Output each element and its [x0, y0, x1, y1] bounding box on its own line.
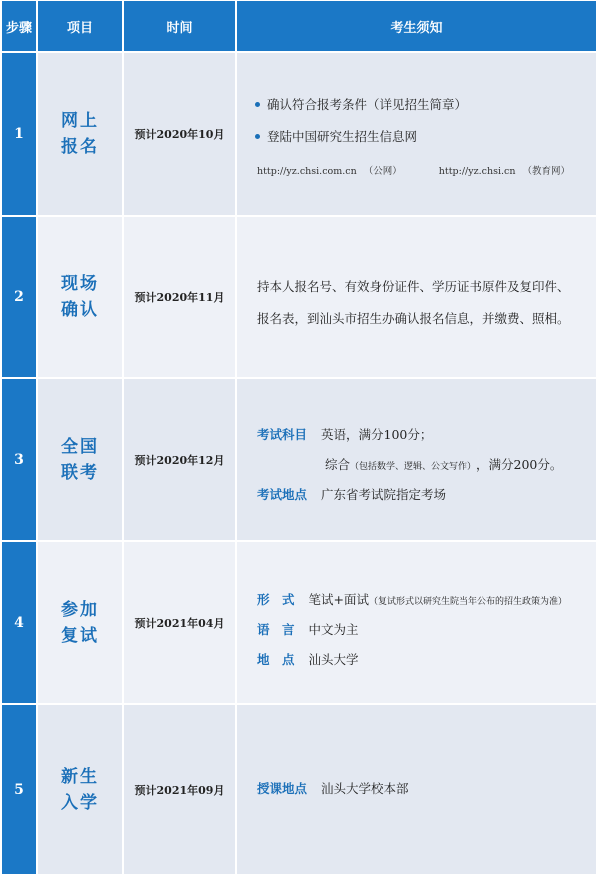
- project-line: 全国: [61, 436, 99, 457]
- project-line: 联考: [61, 462, 99, 483]
- class-location-key: 授课地点: [257, 781, 308, 796]
- header-step: 步骤: [2, 1, 38, 53]
- retest-form-line: [257, 590, 567, 608]
- url-link[interactable]: http://yz.chsi.com.cn: [257, 166, 357, 177]
- class-location-value: 汕头大学校本部: [321, 781, 409, 796]
- step-project: [38, 379, 124, 542]
- retest-loc-value: 汕头大学: [308, 652, 359, 667]
- step-time: 预计2021年09月: [124, 705, 237, 876]
- bullet-item: [255, 95, 467, 113]
- project-line: 网上: [61, 111, 99, 131]
- step-project: [38, 542, 124, 705]
- url-label: （公网）: [363, 166, 402, 177]
- step-time: 预计2020年11月: [124, 217, 237, 379]
- project-line: 报名: [61, 137, 99, 157]
- exam-place-value: 广东省考试院指定考场: [321, 487, 447, 502]
- step-number: 3: [2, 379, 38, 542]
- retest-lang-value: 中文为主: [308, 622, 359, 637]
- url-label: （教育网）: [522, 166, 570, 177]
- step-project: [38, 53, 124, 217]
- step-notes: [237, 542, 598, 705]
- bullet-text: 登陆中国研究生招生信息网: [267, 129, 418, 144]
- step-notes: [237, 53, 598, 217]
- step-notes: [237, 379, 598, 542]
- step-project: [38, 705, 124, 876]
- retest-lang-line: [257, 620, 359, 638]
- bullet-text: 确认符合报考条件（详见招生简章）: [267, 97, 468, 112]
- step-number: 4: [2, 542, 38, 705]
- step-project: [38, 217, 124, 379]
- exam-subject-line: [257, 425, 432, 443]
- step-time: 预计2020年10月: [124, 53, 237, 217]
- url-line: [257, 163, 574, 177]
- url-link[interactable]: http://yz.chsi.cn: [438, 166, 516, 177]
- exam-subject-value: 英语，满分100分；: [321, 427, 433, 442]
- step-time: 预计2020年12月: [124, 379, 237, 542]
- header-project: 项目: [38, 1, 124, 53]
- retest-loc-line: [257, 650, 359, 668]
- retest-form-key: 形 式: [257, 592, 295, 607]
- step-number: 5: [2, 705, 38, 876]
- exam-subject-key: 考试科目: [257, 427, 308, 442]
- exam-place-line: [257, 485, 446, 503]
- step-time: 预计2021年04月: [124, 542, 237, 705]
- exam-place-key: 考试地点: [257, 487, 308, 502]
- retest-lang-key: 语 言: [257, 622, 295, 637]
- project-line: 确认: [61, 300, 99, 320]
- step-number: 2: [2, 217, 38, 379]
- retest-loc-key: 地 点: [257, 652, 295, 667]
- exam-composite: 综合: [325, 457, 351, 472]
- note-line: 报名表，到汕头市招生办确认报名信息，并缴费、照相。: [257, 311, 570, 326]
- step-number: 1: [2, 53, 38, 217]
- project-line: 现场: [61, 274, 99, 294]
- project-line: 新生: [61, 766, 99, 787]
- exam-subject-line-2: [325, 455, 562, 473]
- class-location-line: [257, 779, 409, 797]
- step-notes: [237, 705, 598, 876]
- retest-form-value: 笔试+面试: [308, 592, 369, 607]
- project-line: 参加: [61, 599, 99, 620]
- bullet-icon: [255, 102, 260, 107]
- project-line: 入学: [61, 792, 99, 813]
- header-notes: 考生须知: [237, 1, 598, 53]
- admission-steps-table: [2, 1, 598, 876]
- exam-composite-note: （包括数学、逻辑、公文写作）: [350, 462, 477, 472]
- step-notes: [237, 217, 598, 379]
- bullet-item: [255, 127, 417, 145]
- retest-form-note: （复试形式以研究生院当年公布的招生政策为准）: [369, 597, 568, 607]
- project-line: 复试: [61, 625, 99, 646]
- exam-composite-score: ，满分200分。: [476, 457, 563, 472]
- bullet-icon: [255, 134, 260, 139]
- header-time: 时间: [124, 1, 237, 53]
- note-line: 持本人报名号、有效身份证件、学历证书原件及复印件、: [257, 279, 570, 294]
